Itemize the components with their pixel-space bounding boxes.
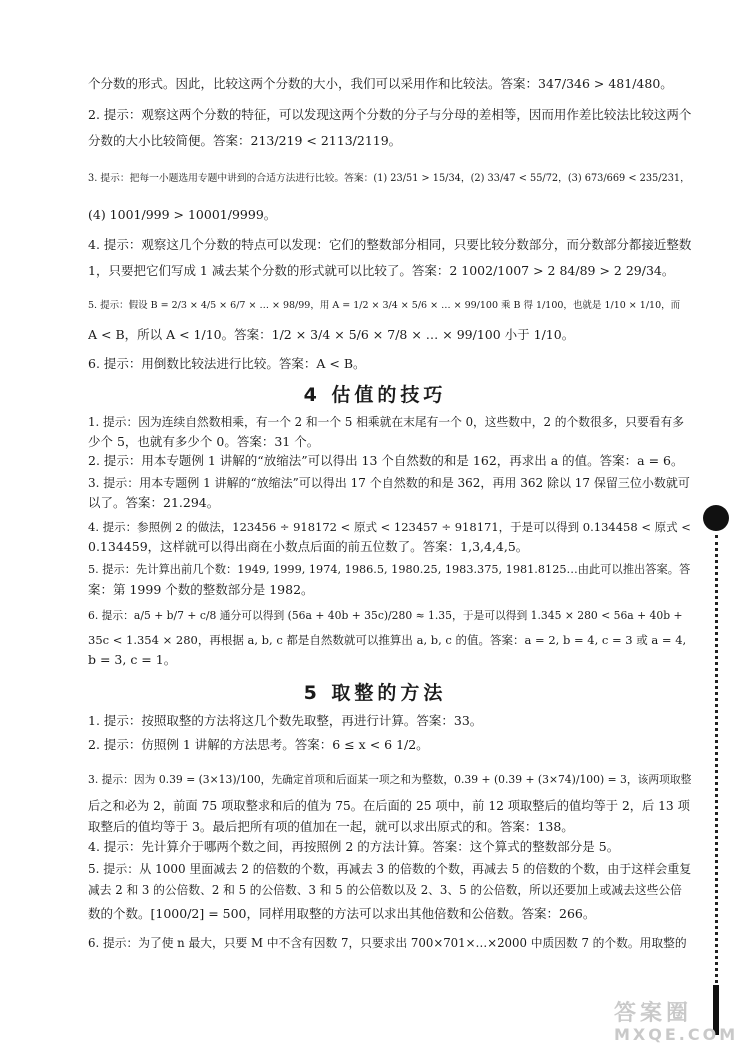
text-line: 案：第 1999 个数的整数部分是 1982。 bbox=[88, 582, 314, 597]
text-line: 4. 提示：观察这几个分数的特点可以发现：它们的整数部分相同，只要比较分数部分，而分数部分都接近整数 bbox=[88, 237, 692, 252]
text-line: 3. 提示：把每一小题选用专题中讲到的合适方法进行比较。答案：(1) 23/51 > 15/34，(2) 33/47 < 55/72，(3) 673/669 < 235/231， bbox=[88, 173, 690, 184]
text-line: 3. 提示：因为 0.39 = (3×13)/100，先确定首项和后面某一项之和为整数，0.39 + (0.39 + (3×74)/100) = 3，该两项取整 bbox=[88, 773, 692, 786]
margin-dotted-rule bbox=[715, 535, 718, 1025]
watermark-text-top: 答案圈 bbox=[614, 1001, 693, 1026]
text-line: 5. 提示：假设 B = 2/3 × 4/5 × 6/7 × … × 98/99，用 A = 1/2 × 3/4 × 5/6 × … × 99/100 乘 B 得 1/100，也就是 1/10 × 1/10，而 bbox=[88, 300, 681, 311]
text-line: 6. 提示：为了使 n 最大，只要 M 中不含有因数 7，只要求出 700×701×…×2000 中质因数 7 的个数。用取整的 bbox=[88, 936, 687, 950]
text-line: 取整后的值均等于 3。最后把所有项的值加在一起，就可以求出原式的和。答案：138。 bbox=[88, 819, 574, 834]
text-line: 35c < 1.354 × 280，再根据 a, b, c 都是自然数就可以推算出 a, b, c 的值。答案：a = 2, b = 4, c = 3 或 a = 4, bbox=[88, 633, 687, 647]
chapter-marker-dot bbox=[703, 505, 729, 531]
text-line: 后之和必为 2，前面 75 项取整求和后的值为 75。在后面的 25 项中，前 12 项取整后的值均等于 2，后 13 项 bbox=[88, 799, 690, 813]
text-line: 2. 提示：观察这两个分数的特征，可以发现这两个分数的分子与分母的差相等，因而用作差比较法比较这两个 bbox=[88, 107, 692, 122]
text-line: 1. 提示：因为连续自然数相乘，有一个 2 和一个 5 相乘就在末尾有一个 0，这些数中，2 的个数很多，只要看有多 bbox=[88, 415, 685, 429]
text-line: 以了。答案：21.294。 bbox=[88, 495, 220, 510]
text-line: 个分数的形式。因此，比较这两个分数的大小，我们可以采用作和比较法。答案：347/346 > 481/480。 bbox=[88, 76, 673, 91]
text-line: 6. 提示：a/5 + b/7 + c/8 通分可以得到 (56a + 40b + 35c)/280 ≈ 1.35，于是可以得到 1.345 × 280 < 56a + 40b + bbox=[88, 609, 683, 622]
text-line: 数的个数。[1000/2] = 500，同样用取整的方法可以求出其他倍数和公倍数。答案：266。 bbox=[88, 906, 596, 921]
text-line: 分数的大小比较简便。答案：213/219 < 2113/2119。 bbox=[88, 133, 402, 148]
text-line: 1，只要把它们写成 1 减去某个分数的形式就可以比较了。答案：2 1002/1007 > 2 84/89 > 2 29/34。 bbox=[88, 263, 675, 278]
watermark-logo bbox=[614, 1002, 744, 1044]
watermark-text-bottom: MXQE.COM bbox=[614, 1025, 739, 1044]
text-line: 4. 提示：参照例 2 的做法，123456 ÷ 918172 < 原式 < 123457 ÷ 918171，于是可以得到 0.134458 < 原式 < bbox=[88, 520, 691, 534]
text-line: 1. 提示：按照取整的方法将这几个数先取整，再进行计算。答案：33。 bbox=[88, 713, 483, 728]
section-heading-5: 5 取整的方法 bbox=[303, 682, 447, 704]
text-line: 5. 提示：先计算出前几个数：1949, 1999, 1974, 1986.5, 1980.25, 1983.375, 1981.8125…由此可以推出答案。答 bbox=[88, 563, 691, 576]
text-line: 6. 提示：用倒数比较法进行比较。答案：A < B。 bbox=[88, 356, 366, 371]
text-line: 4. 提示：先计算介于哪两个数之间，再按照例 2 的方法计算。答案：这个算式的整数部分是 5。 bbox=[88, 839, 620, 854]
text-line: 0.134459，这样就可以得出商在小数点后面的前五位数了。答案：1,3,4,4,5。 bbox=[88, 539, 529, 554]
text-line: b = 3, c = 1。 bbox=[88, 652, 177, 667]
text-line: A < B，所以 A < 1/10。答案：1/2 × 3/4 × 5/6 × 7/8 × … × 99/100 小于 1/10。 bbox=[88, 327, 575, 342]
text-line: 3. 提示：用本专题例 1 讲解的“放缩法”可以得出 17 个自然数的和是 362，再用 362 除以 17 保留三位小数就可 bbox=[88, 476, 690, 490]
text-line: 2. 提示：仿照例 1 讲解的方法思考。答案：6 ≤ x < 6 1/2。 bbox=[88, 737, 429, 752]
text-line: 少个 5，也就有多少个 0。答案：31 个。 bbox=[88, 434, 320, 449]
text-line: 减去 2 和 3 的公倍数、2 和 5 的公倍数、3 和 5 的公倍数以及 2、3、5 的公倍数，所以还要加上或减去这些公倍 bbox=[88, 883, 682, 897]
text-line: 5. 提示：从 1000 里面减去 2 的倍数的个数，再减去 3 的倍数的个数，再减去 5 的倍数的个数，由于这样会重复 bbox=[88, 862, 692, 876]
text-line: 2. 提示：用本专题例 1 讲解的“放缩法”可以得出 13 个自然数的和是 162，再求出 a 的值。答案：a = 6。 bbox=[88, 453, 684, 468]
text-line: (4) 1001/999 > 10001/9999。 bbox=[88, 207, 277, 222]
section-heading-4: 4 估值的技巧 bbox=[303, 384, 447, 406]
